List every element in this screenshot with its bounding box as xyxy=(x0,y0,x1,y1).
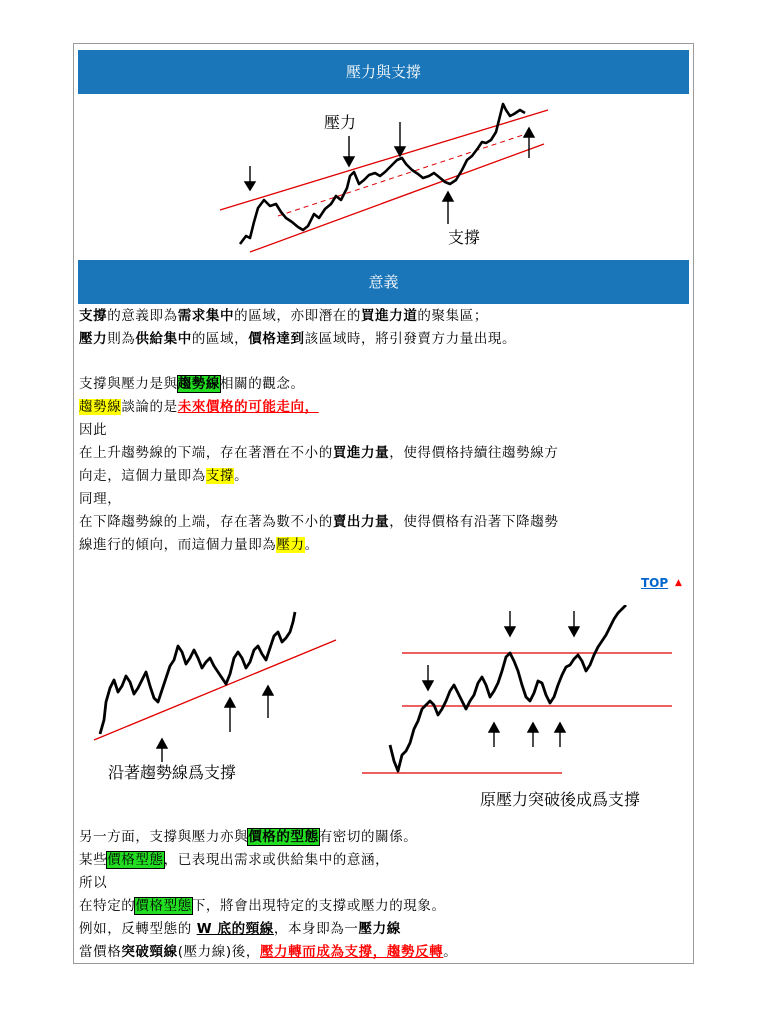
text-line: 某些價格型態，已表現出需求或供給集中的意涵， xyxy=(79,852,390,868)
text-line: 趨勢線談論的是未來價格的可能走向， xyxy=(79,399,319,415)
support-trendline xyxy=(94,640,336,740)
page-title-band xyxy=(78,50,689,94)
trendline-paragraph xyxy=(79,373,684,557)
section-title-band xyxy=(78,260,689,304)
text-line: 支撐與壓力是與趨勢線相關的觀念。 xyxy=(79,376,305,392)
arrow-icons xyxy=(423,611,579,747)
definition-line: 支撐的意義即為需求集中的區域，亦即潛在的買進力道的聚集區； xyxy=(79,308,488,324)
pattern-paragraph xyxy=(79,826,684,964)
text-line: 當價格突破頸線(壓力線)後，壓力轉而成為支撐，趨勢反轉。 xyxy=(79,944,458,960)
text-line: 例如，反轉型態的 W 底的頸線，本身即為一壓力線 xyxy=(79,921,401,937)
text-line: 線進行的傾向，而這個力量即為壓力。 xyxy=(79,537,319,553)
text-line: 因此 xyxy=(79,422,108,438)
text-line: 在特定的價格型態下，將會出現特定的支撐或壓力的現象。 xyxy=(79,898,446,914)
price-line xyxy=(100,612,295,734)
trendline-support-figure xyxy=(90,602,350,792)
price-line xyxy=(240,104,525,244)
text-line: 向走，這個力量即為支撐。 xyxy=(79,468,249,484)
breakout-support-caption: 原壓力突破後成爲支撐 xyxy=(480,790,641,809)
page-title: 壓力與支撐 xyxy=(345,63,421,81)
support-label: 支撐 xyxy=(448,228,481,247)
top-link[interactable]: TOP xyxy=(641,576,669,590)
section-title: 意義 xyxy=(368,273,399,291)
text-line: 在下降趨勢線的上端，存在著為數不小的賣出力量，使得價格有沿著下降趨勢 xyxy=(79,514,559,530)
breakout-support-figure xyxy=(360,605,680,815)
text-line: 所以 xyxy=(79,875,108,891)
pressure-label: 壓力 xyxy=(324,113,357,132)
text-line: 在上升趨勢線的下端，存在著潛在不小的買進力量，使得價格持續往趨勢線方 xyxy=(79,445,559,461)
channel-figure xyxy=(78,96,689,258)
definition-paragraph xyxy=(79,305,684,351)
text-line: 另一方面，支撐與壓力亦與價格的型態有密切的關係。 xyxy=(79,829,418,845)
definition-line: 壓力則為供給集中的區域，價格達到該區域時，將引發賣方力量出現。 xyxy=(79,331,517,347)
trendline-support-caption: 沿著趨勢線爲支撐 xyxy=(108,763,237,782)
up-arrow-icon[interactable]: ▲ xyxy=(675,578,682,588)
text-line: 同理， xyxy=(79,491,122,507)
arrow-icons xyxy=(245,122,534,224)
arrow-icons xyxy=(157,686,273,762)
